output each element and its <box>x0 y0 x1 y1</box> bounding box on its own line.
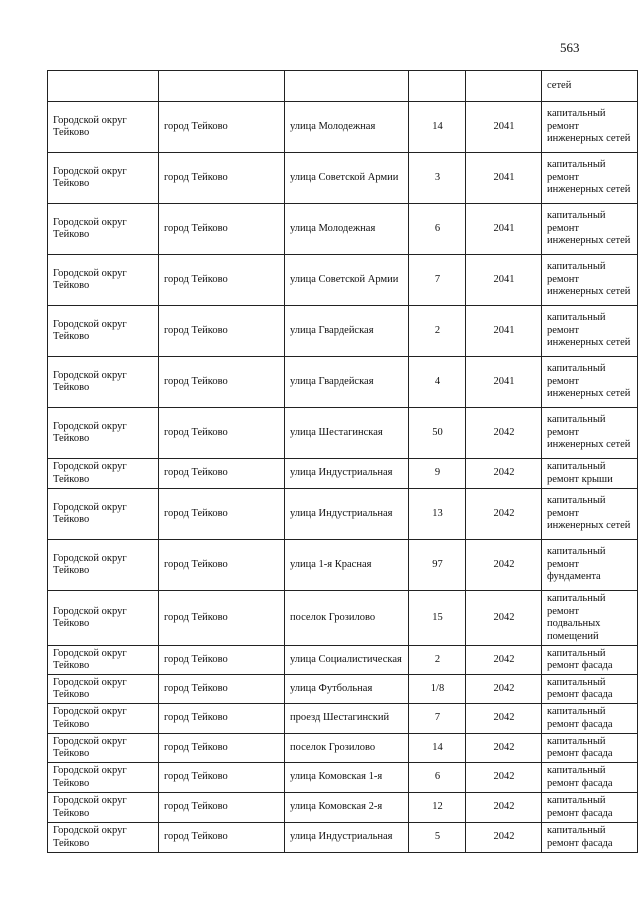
table-row <box>48 591 638 646</box>
street-cell: улица Молодежная <box>285 102 409 153</box>
table-row <box>48 255 638 306</box>
year-cell: 2042 <box>466 823 542 853</box>
work-type-cell: капитальный ремонт фасада <box>542 704 638 734</box>
settlement-cell: город Тейково <box>159 459 285 489</box>
settlement-cell: город Тейково <box>159 153 285 204</box>
street-cell: улица Шестагинская <box>285 408 409 459</box>
district-cell: Городской округ Тейково <box>48 153 159 204</box>
table-row <box>48 102 638 153</box>
year-cell: 2042 <box>466 459 542 489</box>
year-cell: 2042 <box>466 763 542 793</box>
street-cell: улица Индустриальная <box>285 823 409 853</box>
year-cell: 2042 <box>466 646 542 675</box>
table-row <box>48 734 638 763</box>
work-type-cell: капитальный ремонт инженерных сетей <box>542 102 638 153</box>
work-type-cell: капитальный ремонт инженерных сетей <box>542 489 638 540</box>
table-row <box>48 540 638 591</box>
street-cell: поселок Грозилово <box>285 591 409 646</box>
house-number-cell: 14 <box>409 102 466 153</box>
street-cell: проезд Шестагинский <box>285 704 409 734</box>
house-number-cell: 6 <box>409 204 466 255</box>
house-number-cell: 4 <box>409 357 466 408</box>
settlement-cell: город Тейково <box>159 704 285 734</box>
house-number-cell: 2 <box>409 646 466 675</box>
settlement-cell: город Тейково <box>159 408 285 459</box>
district-cell: Городской округ Тейково <box>48 763 159 793</box>
street-cell: улица Советской Армии <box>285 153 409 204</box>
street-cell: улица Гвардейская <box>285 306 409 357</box>
settlement-cell: город Тейково <box>159 763 285 793</box>
work-type-cell: капитальный ремонт инженерных сетей <box>542 306 638 357</box>
year-cell: 2042 <box>466 793 542 823</box>
table-row <box>48 357 638 408</box>
settlement-cell: город Тейково <box>159 489 285 540</box>
district-cell <box>48 71 159 102</box>
table-body <box>48 71 638 853</box>
work-type-cell: капитальный ремонт фасада <box>542 675 638 704</box>
table-row <box>48 646 638 675</box>
table-row-continuation <box>48 71 638 102</box>
work-type-cell: капитальный ремонт фасада <box>542 763 638 793</box>
year-cell: 2042 <box>466 734 542 763</box>
street-cell: улица Комовская 1-я <box>285 763 409 793</box>
house-number-cell <box>409 71 466 102</box>
district-cell: Городской округ Тейково <box>48 459 159 489</box>
settlement-cell: город Тейково <box>159 255 285 306</box>
house-number-cell: 1/8 <box>409 675 466 704</box>
district-cell: Городской округ Тейково <box>48 704 159 734</box>
street-cell: улица Индустриальная <box>285 459 409 489</box>
repair-schedule-table <box>47 70 638 853</box>
table-row <box>48 793 638 823</box>
table-row <box>48 306 638 357</box>
district-cell: Городской округ Тейково <box>48 823 159 853</box>
table-row <box>48 459 638 489</box>
district-cell: Городской округ Тейково <box>48 408 159 459</box>
street-cell: улица Советской Армии <box>285 255 409 306</box>
work-type-cell: капитальный ремонт фасада <box>542 793 638 823</box>
work-type-cell: капитальный ремонт инженерных сетей <box>542 204 638 255</box>
district-cell: Городской округ Тейково <box>48 675 159 704</box>
table-row <box>48 489 638 540</box>
house-number-cell: 15 <box>409 591 466 646</box>
work-type-cell: капитальный ремонт подвальных помещений <box>542 591 638 646</box>
house-number-cell: 14 <box>409 734 466 763</box>
year-cell: 2042 <box>466 540 542 591</box>
district-cell: Городской округ Тейково <box>48 540 159 591</box>
district-cell: Городской округ Тейково <box>48 489 159 540</box>
year-cell: 2042 <box>466 489 542 540</box>
street-cell: поселок Грозилово <box>285 734 409 763</box>
work-type-cell: капитальный ремонт инженерных сетей <box>542 153 638 204</box>
work-type-cell: капитальный ремонт фасада <box>542 734 638 763</box>
year-cell: 2042 <box>466 704 542 734</box>
house-number-cell: 97 <box>409 540 466 591</box>
street-cell: улица Индустриальная <box>285 489 409 540</box>
street-cell <box>285 71 409 102</box>
settlement-cell: город Тейково <box>159 675 285 704</box>
year-cell: 2041 <box>466 255 542 306</box>
house-number-cell: 7 <box>409 255 466 306</box>
house-number-cell: 13 <box>409 489 466 540</box>
year-cell: 2041 <box>466 153 542 204</box>
settlement-cell: город Тейково <box>159 646 285 675</box>
table-row <box>48 204 638 255</box>
table-row <box>48 153 638 204</box>
street-cell: улица Социалистическая <box>285 646 409 675</box>
district-cell: Городской округ Тейково <box>48 793 159 823</box>
street-cell: улица Молодежная <box>285 204 409 255</box>
year-cell <box>466 71 542 102</box>
year-cell: 2041 <box>466 357 542 408</box>
district-cell: Городской округ Тейково <box>48 646 159 675</box>
settlement-cell: город Тейково <box>159 204 285 255</box>
settlement-cell: город Тейково <box>159 793 285 823</box>
table-row <box>48 675 638 704</box>
house-number-cell: 5 <box>409 823 466 853</box>
settlement-cell: город Тейково <box>159 357 285 408</box>
street-cell: улица Футбольная <box>285 675 409 704</box>
settlement-cell: город Тейково <box>159 102 285 153</box>
house-number-cell: 12 <box>409 793 466 823</box>
settlement-cell: город Тейково <box>159 540 285 591</box>
work-type-cell: сетей <box>542 71 638 102</box>
house-number-cell: 7 <box>409 704 466 734</box>
street-cell: улица 1-я Красная <box>285 540 409 591</box>
year-cell: 2041 <box>466 204 542 255</box>
work-type-cell: капитальный ремонт фундамента <box>542 540 638 591</box>
year-cell: 2042 <box>466 591 542 646</box>
settlement-cell: город Тейково <box>159 734 285 763</box>
house-number-cell: 2 <box>409 306 466 357</box>
page-number: 563 <box>560 40 580 55</box>
settlement-cell: город Тейково <box>159 591 285 646</box>
district-cell: Городской округ Тейково <box>48 357 159 408</box>
district-cell: Городской округ Тейково <box>48 204 159 255</box>
table-row <box>48 408 638 459</box>
house-number-cell: 3 <box>409 153 466 204</box>
work-type-cell: капитальный ремонт инженерных сетей <box>542 408 638 459</box>
street-cell: улица Гвардейская <box>285 357 409 408</box>
settlement-cell: город Тейково <box>159 306 285 357</box>
work-type-cell: капитальный ремонт фасада <box>542 646 638 675</box>
district-cell: Городской округ Тейково <box>48 102 159 153</box>
district-cell: Городской округ Тейково <box>48 734 159 763</box>
district-cell: Городской округ Тейково <box>48 255 159 306</box>
table-row <box>48 704 638 734</box>
work-type-cell: капитальный ремонт фасада <box>542 823 638 853</box>
settlement-cell <box>159 71 285 102</box>
district-cell: Городской округ Тейково <box>48 306 159 357</box>
table-row <box>48 823 638 853</box>
settlement-cell: город Тейково <box>159 823 285 853</box>
district-cell: Городской округ Тейково <box>48 591 159 646</box>
street-cell: улица Комовская 2-я <box>285 793 409 823</box>
house-number-cell: 9 <box>409 459 466 489</box>
year-cell: 2041 <box>466 102 542 153</box>
year-cell: 2042 <box>466 408 542 459</box>
work-type-cell: капитальный ремонт крыши <box>542 459 638 489</box>
year-cell: 2042 <box>466 675 542 704</box>
work-type-cell: капитальный ремонт инженерных сетей <box>542 255 638 306</box>
year-cell: 2041 <box>466 306 542 357</box>
work-type-cell: капитальный ремонт инженерных сетей <box>542 357 638 408</box>
table-row <box>48 763 638 793</box>
house-number-cell: 6 <box>409 763 466 793</box>
house-number-cell: 50 <box>409 408 466 459</box>
